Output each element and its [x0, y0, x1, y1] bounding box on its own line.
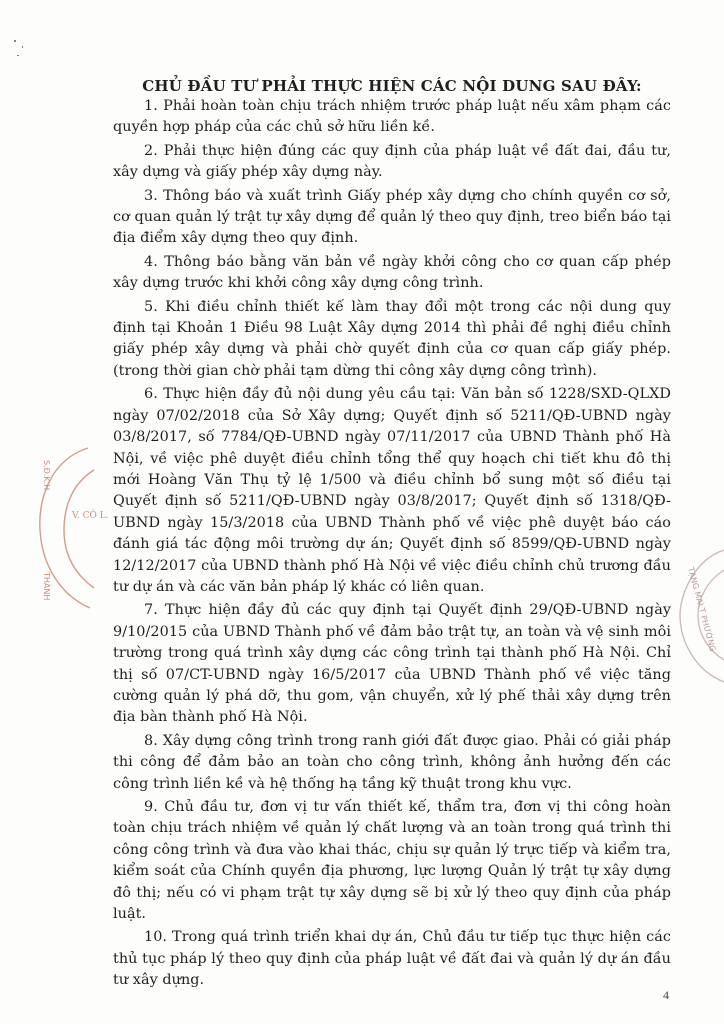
left-seal-bottom-text: THÀNH	[42, 572, 51, 601]
obligation-item-8: 8. Xây dựng công trình trong ranh giới đất được giao. Phải có giải pháp thi công để đảm bảo an toàn cho công trình, không ảnh hưởng đến các công trình liền kề và hệ thống hạ tầng kỹ thuật trong khu vực.	[113, 732, 671, 792]
right-seal-text: TẠNG MAI T PHƯỜNG	[686, 566, 718, 653]
obligation-item-2: 2. Phải thực hiện đúng các quy định của pháp luật về đất đai, đầu tư, xây dựng và giấy phép xây dựng này.	[113, 142, 671, 181]
scan-speck	[14, 40, 16, 42]
left-seal-inner-text: V. CÔ L.	[72, 511, 109, 521]
obligation-item-6: 6. Thực hiện đầy đủ nội dung yêu cầu tại: Văn bản số 1228/SXD-QLXD ngày 07/02/2018 của Sở Xây dựng; Quyết định số 5211/QĐ-UBND ngày 03/8/2017, số 7784/QĐ-UBND ngày 07/11/2017 của UBND Thành phố Hà Nội, về việc phê duyệt điều chỉnh tổng thể quy hoạch chi tiết khu đô thị mới Hoàng Văn Thụ tỷ lệ 1/500 và điều chỉnh bổ sung một số điều tại Quyết định số 5211/QĐ-UBND ngày 03/8/2017; Quyết định số 1318/QĐ-UBND ngày 15/3/2018 của UBND Thành phố về việc phê duyệt báo cáo đánh giá tác động môi trường dự án; Quyết định số 8599/QĐ-UBND ngày 12/12/2017 của UBND thành phố Hà Nội về việc điều chỉnh chủ trương đầu tư dự án và các văn bản pháp lý khác có liên quan.	[113, 386, 671, 595]
scan-speck	[17, 55, 19, 56]
obligation-item-10: 10. Trong quá trình triển khai dự án, Chủ đầu tư tiếp tục thực hiện các thủ tục pháp lý theo quy định của pháp luật về đất đai và quản lý dự án đầu tư xây dựng.	[113, 929, 671, 989]
scan-speck	[22, 46, 23, 48]
page-number: 4	[663, 988, 669, 1002]
obligation-item-3: 3. Thông báo và xuất trình Giấy phép xây dựng cho chính quyền cơ sở, cơ quan quản lý trật tự xây dựng để quản lý theo quy định, treo biển báo tại địa điểm xây dựng theo quy định.	[113, 187, 671, 247]
obligation-item-4: 4. Thông báo bằng văn bản về ngày khởi công cho cơ quan cấp phép xây dựng trước khi khởi công xây dựng công trình.	[113, 253, 671, 292]
left-seal-stamp	[30, 440, 109, 615]
obligation-item-5: 5. Khi điều chỉnh thiết kế làm thay đổi một trong các nội dung quy định tại Khoản 1 Điều 98 Luật Xây dựng 2014 thì phải đề nghị điều chỉnh giấy phép xây dựng và phải chờ quyết định của cơ quan cấp giấy phép. (trong thời gian chờ phải tạm dừng thi công xây dựng công trình).	[113, 298, 671, 379]
right-seal-stamp	[672, 540, 724, 690]
obligation-item-1: 1. Phải hoàn toàn chịu trách nhiệm trước pháp luật nếu xâm phạm các quyền hợp pháp của các chủ sở hữu liền kề.	[113, 98, 671, 136]
obligation-item-7: 7. Thực hiện đầy đủ các quy định tại Quyết định 29/QĐ-UBND ngày 9/10/2015 của UBND Thành phố về đảm bảo trật tự, an toàn và vệ sinh môi trường trong quá trình xây dựng các công trình tại thành phố Hà Nội. Chỉ thị số 07/CT-UBND ngày 16/5/2017 của UBND Thành phố về việc tăng cường quản lý phá dỡ, thu gom, vận chuyển, xử lý phế thải xây dựng trên địa bàn thành phố Hà Nội.	[113, 602, 671, 726]
obligation-item-9: 9. Chủ đầu tư, đơn vị tư vấn thiết kế, thẩm tra, đơn vị thi công hoàn toàn chịu trách nhiệm về quản lý chất lượng và an toàn trong quá trình thi công công trình và đưa vào khai thác, chịu sự quản lý trực tiếp và kiểm tra, kiểm soát của Chính quyền địa phương, lực lượng Quản lý trật tự xây dựng đô thị; nếu có vi phạm trật tự xây dựng sẽ bị xử lý theo quy định của pháp luật.	[113, 799, 671, 923]
document-body	[113, 76, 671, 994]
section-heading: CHỦ ĐẦU TƯ PHẢI THỰC HIỆN CÁC NỘI DUNG SAU ĐÂY:	[142, 77, 642, 95]
left-seal-outer-text: S.Đ.K.H	[42, 460, 51, 491]
